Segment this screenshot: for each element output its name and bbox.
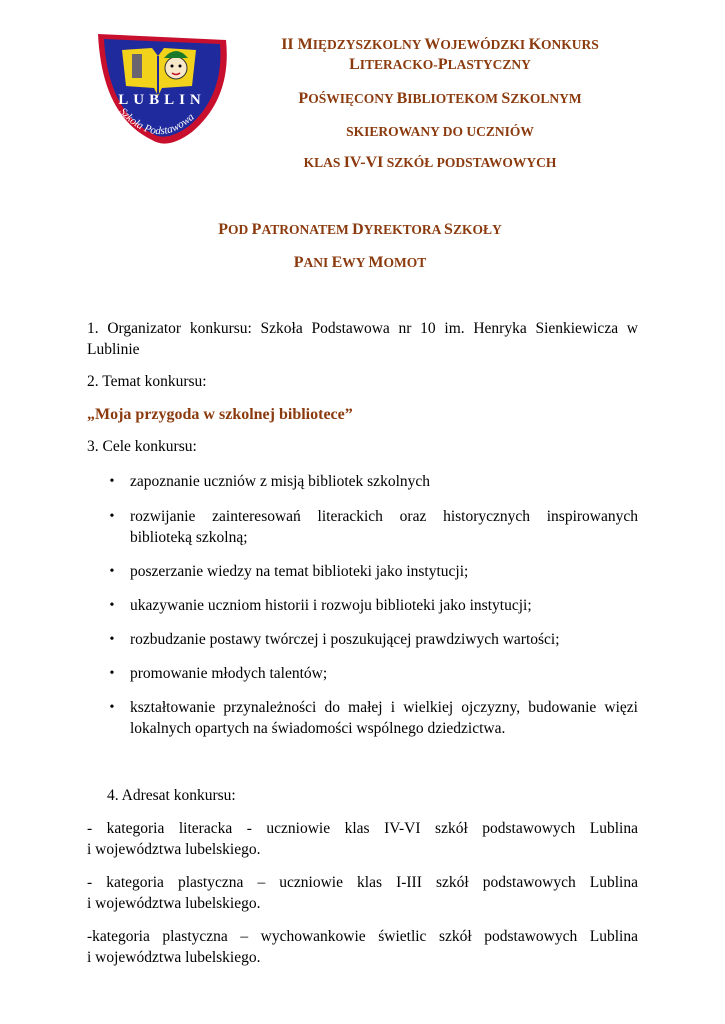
category-art-daycare-line1: -kategoria plastyczna – wychowankowie świetlic szkół podstawowych Lublina <box>87 928 638 945</box>
contest-title-line1: II MIĘDZYSZKOLNY WOJEWÓDZKI KONKURS <box>281 36 599 53</box>
bullet-icon: • <box>109 564 115 579</box>
contest-title-line3: POŚWIĘCONY BIBLIOTEKOM SZKOLNYM <box>298 90 582 107</box>
goal-item: zapoznanie uczniów z misją bibliotek szkolnych <box>130 473 431 490</box>
category-art-line2: i województwa lubelskiego. <box>87 895 261 912</box>
bullet-icon: • <box>109 474 115 489</box>
patronage-line1: POD PATRONATEM DYREKTORA SZKOŁY <box>218 221 502 238</box>
logo-school-text: Szkoła Podstawowa <box>116 105 197 138</box>
bullet-icon: • <box>109 598 115 613</box>
goal-item: rozwijanie zainteresowań literackich oraz historycznych inspirowanych <box>130 508 638 525</box>
contest-title-line5: KLAS IV-VI SZKÓŁ PODSTAWOWYCH <box>303 154 557 171</box>
category-literary-line2: i województwa lubelskiego. <box>87 841 261 858</box>
organizer-line1: 1. Organizator konkursu: Szkoła Podstawowa nr 10 im. Henryka Sienkiewicza w <box>87 320 638 337</box>
goal-item: promowanie młodych talentów; <box>130 665 328 682</box>
contest-title-line2: LITERACKO-PLASTYCZNY <box>349 56 531 73</box>
goal-item: ukazywanie uczniom historii i rozwoju biblioteki jako instytucji; <box>130 597 532 614</box>
goal-item: poszerzanie wiedzy na temat biblioteki jako instytucji; <box>130 563 469 580</box>
bullet-icon: • <box>109 509 115 524</box>
goal-item-continued: lokalnych opartych na świadomości wspólnego dziedzictwa. <box>130 720 506 737</box>
category-art-line1: - kategoria plastyczna – uczniowie klas I-III szkół podstawowych Lublina <box>87 874 638 891</box>
bullet-icon: • <box>109 700 115 715</box>
school-logo <box>92 28 232 152</box>
category-literary-line1: - kategoria literacka - uczniowie klas IV-VI szkół podstawowych Lublina <box>87 820 638 837</box>
logo-city-text: LUBLIN <box>118 92 206 108</box>
contest-title-line4: SKIEROWANY DO UCZNIÓW <box>346 124 534 139</box>
goal-item-continued: biblioteką szkolną; <box>130 529 248 546</box>
bullet-icon: • <box>109 632 115 647</box>
theme-heading: 2. Temat konkursu: <box>87 373 207 390</box>
theme-title: „Moja przygoda w szkolnej bibliotece” <box>87 406 353 423</box>
patronage-line2: PANI EWY MOMOT <box>293 254 427 271</box>
category-art-daycare-line2: i województwa lubelskiego. <box>87 949 261 966</box>
goal-item: kształtowanie przynależności do małej i wielkiej ojczyzny, budowanie więzi <box>130 699 638 716</box>
organizer-line2: Lublinie <box>87 341 140 358</box>
goal-item: rozbudzanie postawy twórczej i poszukującej prawdziwych wartości; <box>130 631 560 648</box>
addressee-heading: 4. Adresat konkursu: <box>107 787 236 804</box>
goals-heading: 3. Cele konkursu: <box>87 438 197 455</box>
bullet-icon: • <box>109 666 115 681</box>
